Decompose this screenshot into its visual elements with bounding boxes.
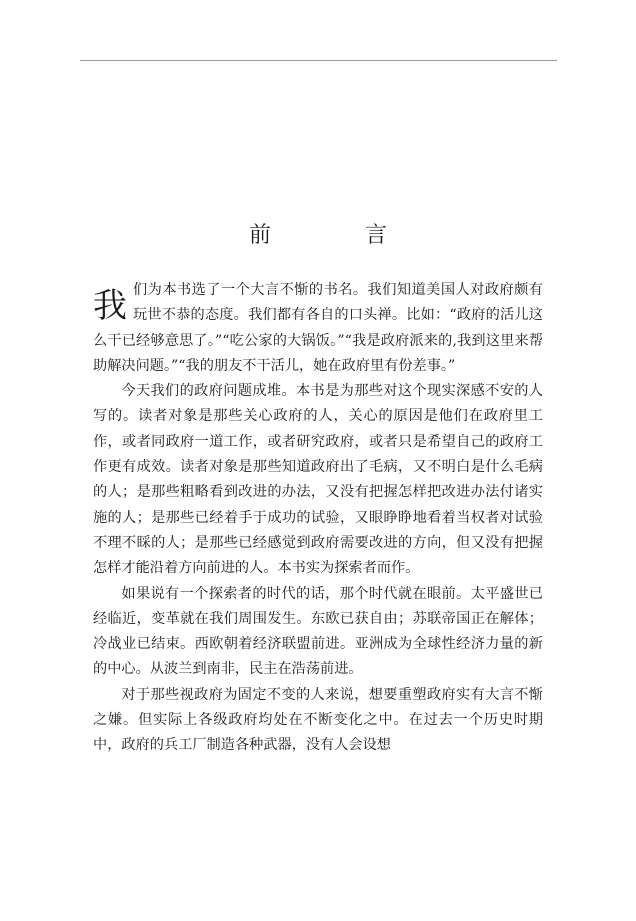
- header-rule: [80, 60, 557, 61]
- paragraph-3: 如果说有一个探索者的时代的话，那个时代就在眼前。太平盛世已经临近，变革就在我们周围发生。东欧已获自由；苏联帝国正在解体；冷战业已结束。西欧朝着经济联盟前进。亚洲成为全球性经济力量的新的中心。从波兰到南非，民主在浩荡前进。: [93, 585, 543, 678]
- page-title: 前 言: [248, 223, 423, 248]
- intro-paragraph: [93, 278, 543, 379]
- paragraph-2: 今天我们的政府问题成堆。本书是为那些对这个现实深感不安的人写的。读者对象是那些关心政府的人，关心的原因是他们在政府里工作，或者同政府一道工作，或者研究政府，或者只是希望自己的政府工作更有成效。读者对象是那些知道政府出了毛病，又不明白是什么毛病的人；是那些粗略看到改进的办法，又没有把握怎样把改进办法付诸实施的人；是那些已经着手于成功的试验，又眼睁睁地看着当权者对试验不理不睬的人；是那些已经感觉到政府需要改进的方向，但又没有把握怎样才能沿着方向前进的人。本书实为探索者而作。: [93, 383, 543, 577]
- paragraph-4: 对于那些视政府为固定不变的人来说，想要重塑政府实有大言不惭之嫌。但实际上各级政府均处在不断变化之中。在过去一个历史时期中，政府的兵工厂制造各种武器，没有人会设想: [93, 686, 543, 754]
- intro-text: 们为本书选了一个大言不惭的书名。我们知道美国人对政府颇有玩世不恭的态度。我们都有各自的口头禅。比如：“政府的活儿这么干已经够意思了。”“吃公家的大锅饭。”“我是政府派来的,我到这里来帮助解决问题。”“我的朋友不干活儿，她在政府里有份差事。”: [93, 282, 543, 374]
- body-text: [93, 278, 543, 759]
- drop-cap: 我: [93, 286, 127, 326]
